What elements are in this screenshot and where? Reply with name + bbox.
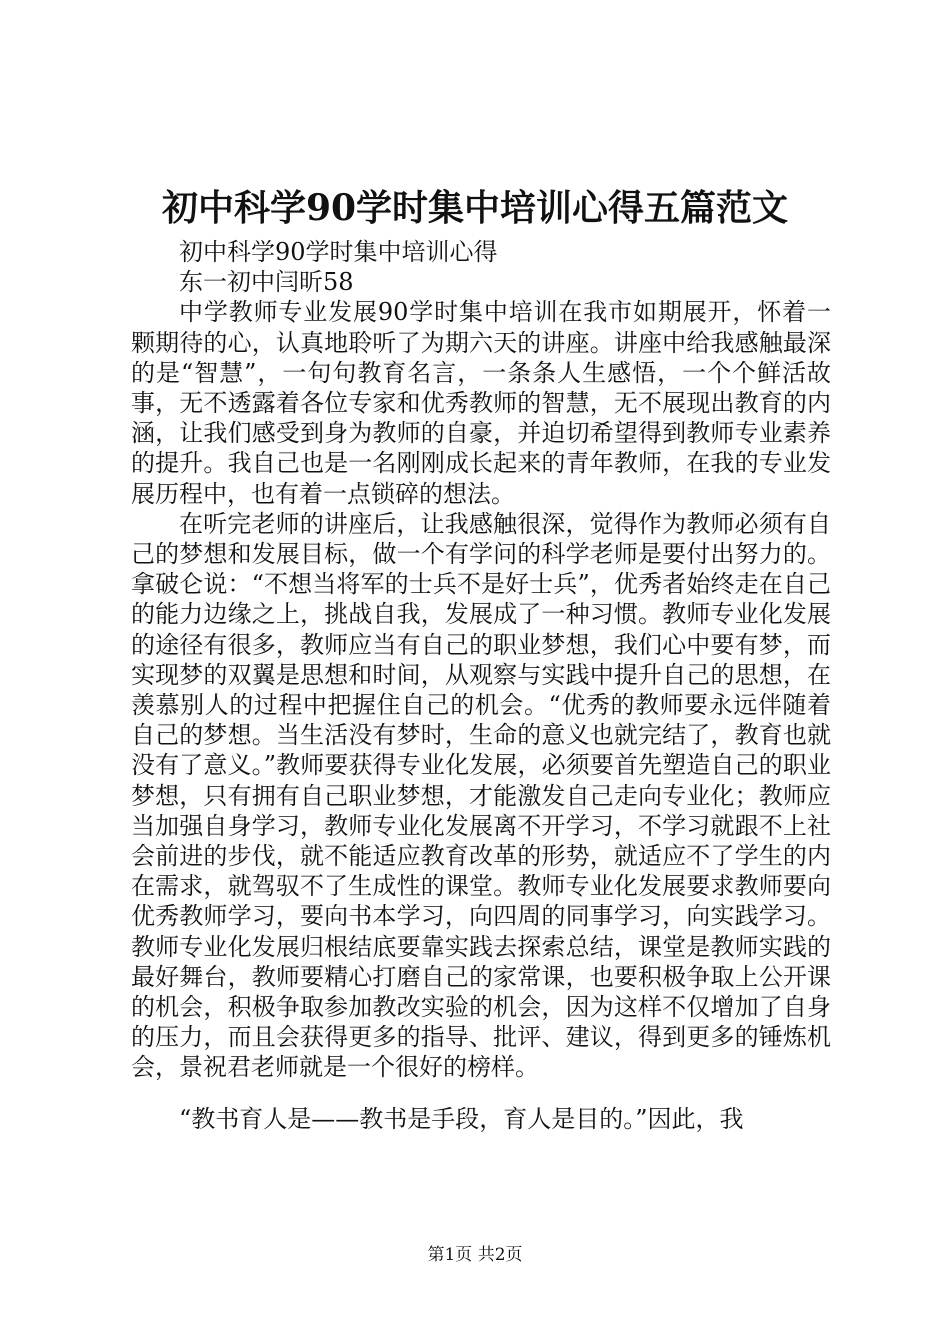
document-author: 东一初中闫昕58 — [179, 268, 354, 297]
paragraph: 中学教师专业发展90学时集中培训在我市如期展开，怀着一颗期待的心，认真地聆听了为期六天的讲座。讲座中给我感触最深的是“智慧”，一句句教育名言，一条条人生感悟，一个个鲜活故事，无不透露着各位专家和优秀教师的智慧，无不展现出教育的内涵，让我们感受到身为教师的自豪，并迫切希望得到教师专业素养的提升。我自己也是一名刚刚成长起来的青年教师，在我的专业发展历程中，也有着一点锁碎的想法。 — [131, 298, 831, 508]
document-body — [131, 237, 831, 1134]
document-subtitle: 初中科学90学时集中培训心得 — [179, 238, 498, 266]
paragraph: 在听完老师的讲座后，让我感触很深，觉得作为教师必须有自己的梦想和发展目标，做一个有学问的科学老师是要付出努力的。拿破仑说：“不想当将军的士兵不是好士兵”，优秀者始终走在自己的能力边缘之上，挑战自我，发展成了一种习惯。教师专业化发展的途径有很多，教师应当有自己的职业梦想，我们心中要有梦，而实现梦的双翼是思想和时间，从观察与实践中提升自己的思想，在羡慕别人的过程中把握住自己的机会。“优秀的教师要永远伴随着自己的梦想。当生活没有梦时，生命的意义也就完结了，教育也就没有了意义。”教师要获得专业化发展，必须要首先塑造自己的职业梦想，只有拥有自己职业梦想，才能激发自己走向专业化；教师应当加强自身学习，教师专业化发展离不开学习，不学习就跟不上社会前进的步伐，就不能适应教育改革的形势，就适应不了学生的内在需求，就驾驭不了生成性的课堂。教师专业化发展要求教师要向优秀教师学习，要向书本学习，向四周的同事学习，向实践学习。教师专业化发展归根结底要靠实践去探索总结，课堂是教师实践的最好舞台，教师要精心打磨自己的家常课，也要积极争取上公开课的机会，积极争取参加教改实验的机会，因为这样不仅增加了自身的压力，而且会获得更多的指导、批评、建议，得到更多的锤炼机会，景祝君老师就是一个很好的榜样。 — [131, 509, 831, 1082]
paragraph: “教书育人是——教书是手段，育人是目的。”因此，我 — [179, 1104, 744, 1133]
page-footer: 第1页 共2页 — [427, 1245, 523, 1265]
document-title: 初中科学90学时集中培训心得五篇范文 — [161, 187, 789, 229]
